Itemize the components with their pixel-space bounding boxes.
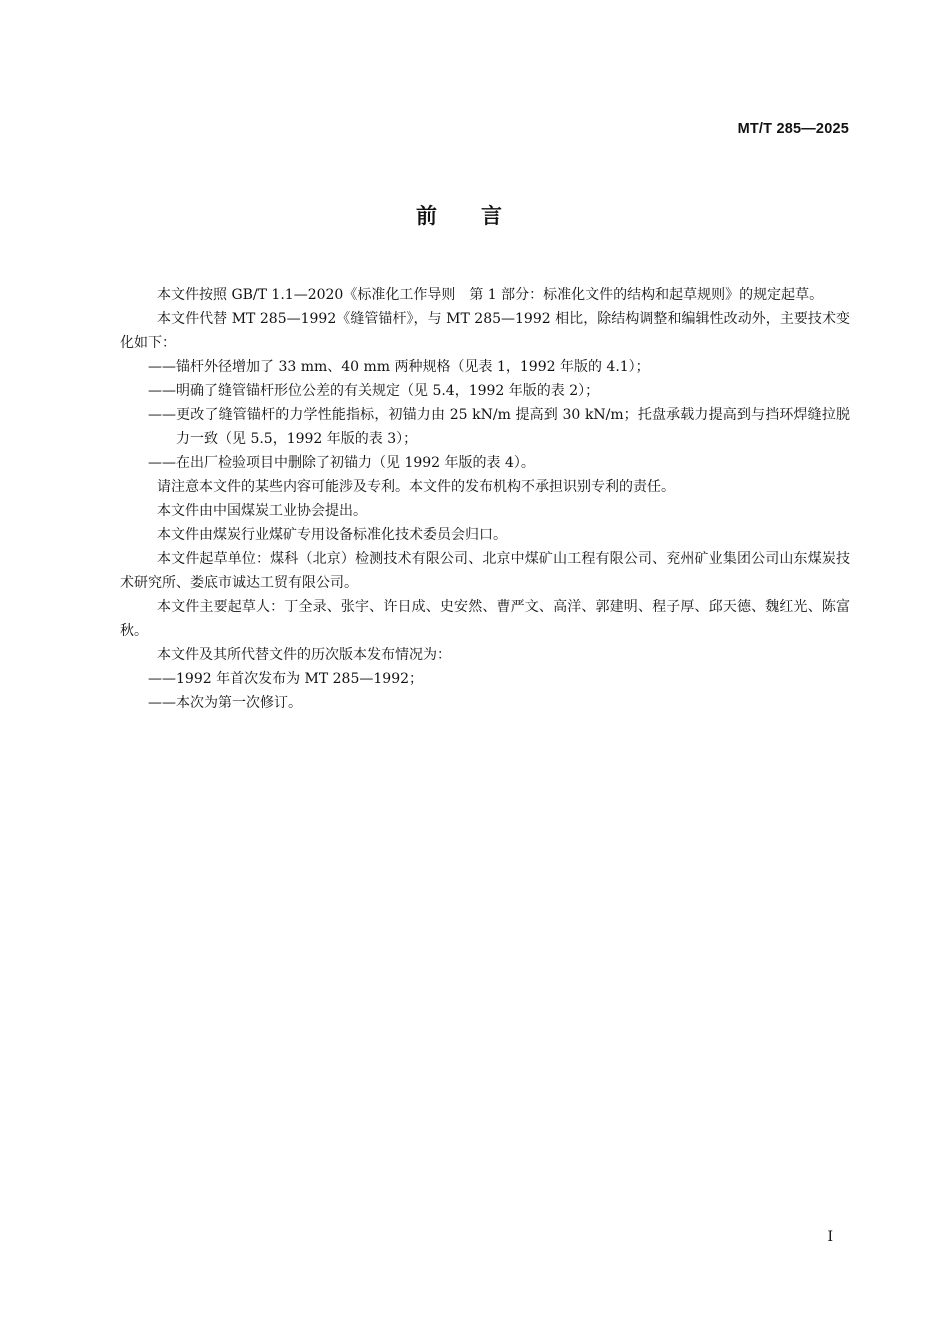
change-item: ——锚杆外径增加了 33 mm、40 mm 两种规格（见表 1，1992 年版的 4.1）； [148,359,650,375]
document-code: MT/T 285—2025 [737,121,849,137]
paragraph-version-history: 本文件及其所代替文件的历次版本发布情况为： [157,647,451,663]
paragraph-replacement: 本文件代替 MT 285—1992《缝管锚杆》，与 MT 285—1992 相比，除结构调整和编辑性改动外，主要技术变化如下： [120,311,850,351]
paragraph-proposer: 本文件由中国煤炭工业协会提出。 [157,503,367,519]
change-item: ——在出厂检验项目中删除了初锚力（见 1992 年版的表 4）。 [148,455,535,471]
paragraph-patent-notice: 请注意本文件的某些内容可能涉及专利。本文件的发布机构不承担识别专利的责任。 [157,479,675,495]
page-title: 前言 [416,204,546,228]
change-item: ——更改了缝管锚杆的力学性能指标，初锚力由 25 kN/m 提高到 30 kN/m；托盘承载力提高到与挡环焊缝拉脱力一致（见 5.5，1992 年版的表 3）； [148,407,850,447]
paragraph-drafters: 本文件主要起草人：丁全录、张宇、许日成、史安然、曹严文、高洋、郭建明、程子厚、邱天德、魏红光、陈富秋。 [120,599,850,639]
foreword-body [120,283,850,715]
paragraph-drafting-units: 本文件起草单位：煤科（北京）检测技术有限公司、北京中煤矿山工程有限公司、兖州矿业集团公司山东煤炭技术研究所、娄底市诚达工贸有限公司。 [120,551,850,591]
change-item: ——明确了缝管锚杆形位公差的有关规定（见 5.4，1992 年版的表 2）； [148,383,600,399]
version-item: ——1992 年首次发布为 MT 285—1992； [148,671,424,687]
version-item: ——本次为第一次修订。 [148,695,302,711]
paragraph-committee: 本文件由煤炭行业煤矿专用设备标准化技术委员会归口。 [157,527,507,543]
page-number: I [827,1229,833,1245]
paragraph-drafting-rules: 本文件按照 GB/T 1.1—2020《标准化工作导则 第 1 部分：标准化文件的结构和起草规则》的规定起草。 [157,287,824,303]
